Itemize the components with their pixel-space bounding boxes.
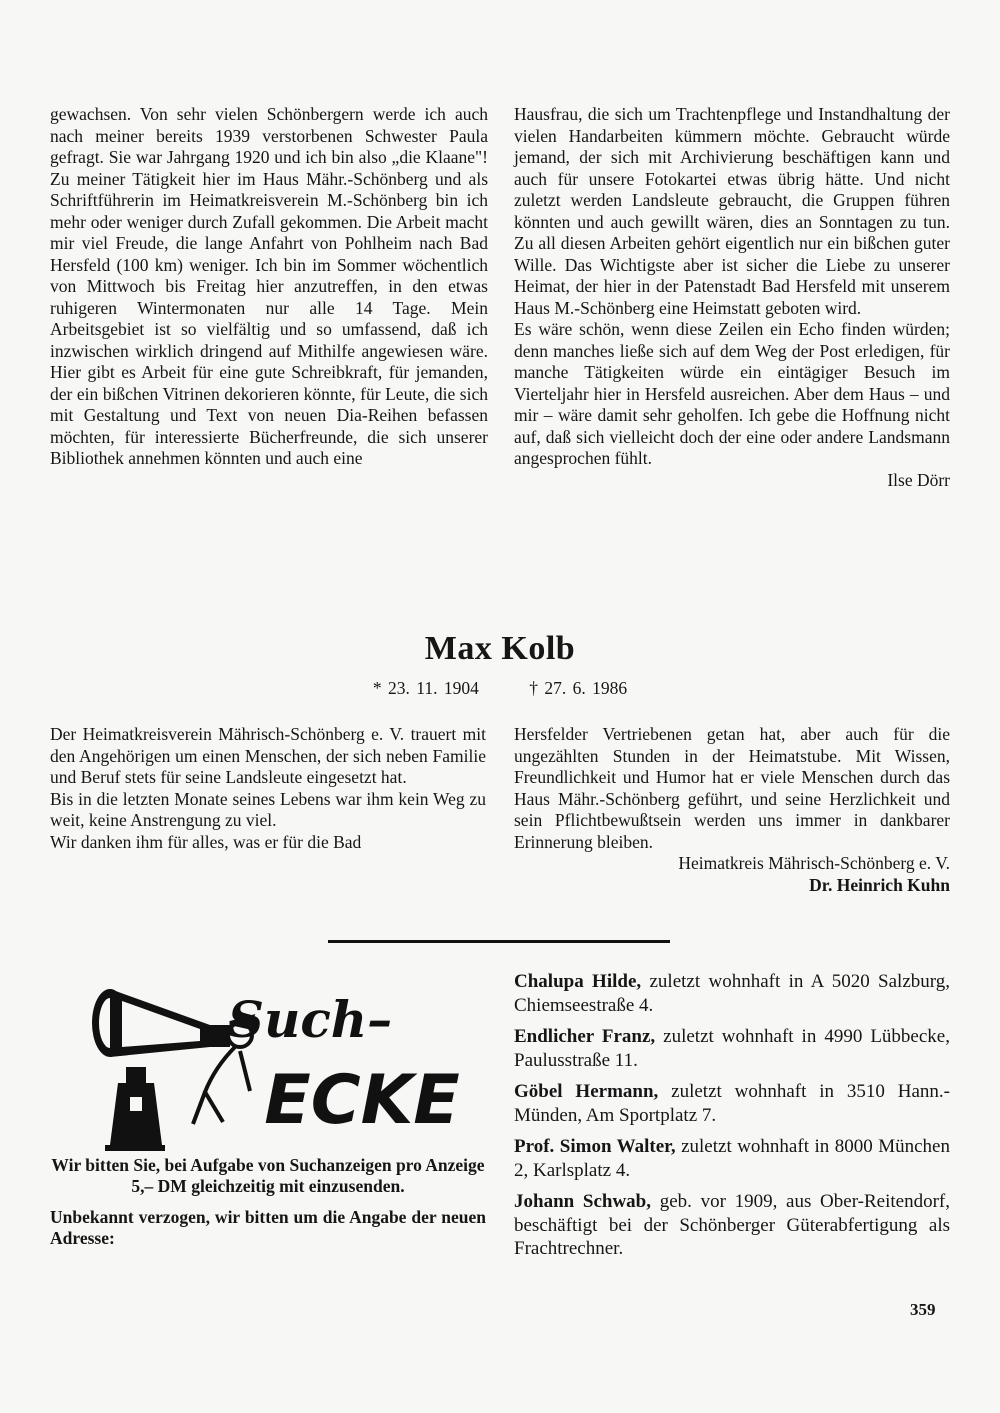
entry-text: geb. vor 1909, aus Ober-Reitendorf, beschäftigt bei der Schönberger Güterabfertigung als Frachtrechner. (514, 1191, 950, 1259)
such-ecke-logo-script: Such– (227, 990, 393, 1049)
search-entries (514, 970, 950, 1269)
article-paragraph: gewachsen. Von sehr vielen Schönbergern werde ich auch nach meiner bereits 1939 verstorbenen Schwester Paula gefragt. Sie war Jahrgang 1920 und ich bin also „die Klaane"! Zu meiner Tätigkeit hier im Haus Mähr.-Schönberg und als Schriftführerin im Heimatkreisverein M.-Schönberg bin ich mehr oder weniger durch Zufall gekommen. Die Arbeit macht mir viel Freude, die lange Anfahrt von Pohlheim nach Bad Hersfeld (100 km) weniger. Ich bin im Sommer wöchentlich von Mittwoch bis Freitag hier anzutreffen, in den etwas ruhigeren Wintermonaten nur alle 14 Tage. Mein Arbeitsgebiet ist so vielfältig und so umfassend, daß ich inzwischen wirklich dringend auf Mithilfe angewiesen wäre. Hier gibt es Arbeit für eine gute Schreibkraft, für jemanden, der ein bißchen Vitrinen dekorieren könnte, für Leute, die sich mit Gestaltung und Text von neuen Dia-Reihen befassen möchten, für interessierte Bücherfreunde, die sich unserer Bibliothek annehmen könnten und auch eine (50, 104, 488, 468)
telescope-icon (92, 989, 230, 1057)
obituary-paragraph: Hersfelder Vertriebenen getan hat, aber auch für die ungezählten Stunden in der Heimatstube. Mit Wissen, Freundlichkeit und Humor hat er viele Menschen durch das Haus Mähr.-Schönberg geführt, und seine Herzlichkeit und sein Pflichtbewußtsein werden uns immer in dankbarer Erinnerung bleiben. (514, 724, 950, 852)
such-ecke-note: Unbekannt verzogen, wir bitten um die Angabe der neuen Adresse: (50, 1207, 486, 1248)
obituary-born: * 23. 11. 1904 (372, 678, 479, 698)
entry-name: Chalupa Hilde, (514, 971, 642, 992)
such-ecke-logo (70, 985, 490, 1155)
obituary-org-signature: Heimatkreis Mährisch-Schönberg e. V. (678, 853, 950, 873)
section-divider (328, 940, 670, 943)
such-ecke-note: Wir bitten Sie, bei Aufgabe von Suchanzeigen pro Anzeige 5,– DM gleichzeitig mit einzusenden. (51, 1155, 485, 1196)
entry-name: Göbel Hermann, (514, 1081, 659, 1102)
article-right-column (514, 104, 950, 491)
list-item (514, 1080, 950, 1127)
such-ecke-logo-block: ECKE (264, 1061, 460, 1140)
article-paragraph (514, 319, 950, 491)
list-item (514, 1135, 950, 1182)
list-item (514, 1025, 950, 1072)
article-left-column (50, 104, 488, 470)
entry-name: Endlicher Franz, (514, 1026, 656, 1047)
entry-text: zuletzt wohnhaft in 4990 Lübbecke, Paulusstraße 11. (514, 1026, 950, 1071)
obituary-paragraph: Bis in die letzten Monate seines Lebens war ihm kein Weg zu weit, keine Anstrengung zu viel. (50, 788, 486, 830)
list-item (514, 970, 950, 1017)
entry-text: zuletzt wohnhaft in 8000 München 2, Karlsplatz 4. (514, 1136, 950, 1181)
obituary-dates (0, 678, 1000, 699)
obituary-left-column (50, 724, 486, 853)
obituary-paragraph: Wir danken ihm für alles, was er für die Bad (50, 831, 362, 852)
such-ecke-notes (50, 1155, 486, 1259)
entry-name: Johann Schwab, (514, 1191, 651, 1212)
obituary-right-column (514, 724, 950, 896)
obituary-person-signature: Dr. Heinrich Kuhn (809, 874, 950, 895)
tower-icon (105, 1067, 165, 1151)
entry-text: zuletzt wohnhaft in A 5020 Salzburg, Chiemseestraße 4. (514, 971, 950, 1016)
page-number: 359 (910, 1300, 936, 1319)
obituary-died: † 27. 6. 1986 (529, 678, 628, 698)
obituary-paragraph: Der Heimatkreisverein Mährisch-Schönberg e. V. trauert mit den Angehörigen um einen Menschen, der sich neben Familie und Beruf stets für seine Landsleute eingesetzt hat. (50, 724, 486, 787)
article-paragraph: Hausfrau, die sich um Trachtenpflege und Instandhaltung der vielen Handarbeiten kümmern möchte. Gebraucht würde jemand, der sich mit Archivierung beschäftigen kann und auch für unsere Fotokartei etwas übrig hätte. Und nicht zuletzt werden Landsleute gebraucht, die Gruppen führen könnten und auch gewillt wären, dies an Sonntagen zu tun. Zu all diesen Arbeiten gehört eigentlich nur ein bißchen guter Wille. Das Wichtigste aber ist sicher die Liebe zu unserer Heimat, der hier in der Patenstadt Bad Hersfeld mit unserem Haus M.-Schönberg eine Heimstatt geboten wird. (514, 104, 950, 318)
list-item (514, 1190, 950, 1261)
entry-name: Prof. Simon Walter, (514, 1136, 676, 1157)
entry-text: zuletzt wohnhaft in 3510 Hann.-Münden, Am Sportplatz 7. (514, 1081, 950, 1126)
article-signature: Ilse Dörr (887, 469, 950, 490)
article-paragraph-text: Es wäre schön, wenn diese Zeilen ein Echo finden würden; denn manches ließe sich auf dem Weg der Post erledigen, für manche Tätigkeiten würde ein eintägiger Besuch im Vierteljahr hier in Hersfeld ausreichen. Aber dem Haus – und mir – wäre damit sehr geholfen. Ich gebe die Hoffnung nicht auf, daß sich vielleicht doch der eine oder andere Landsmann angesprochen fühlt. (514, 319, 950, 468)
obituary-title: Max Kolb (424, 630, 576, 667)
